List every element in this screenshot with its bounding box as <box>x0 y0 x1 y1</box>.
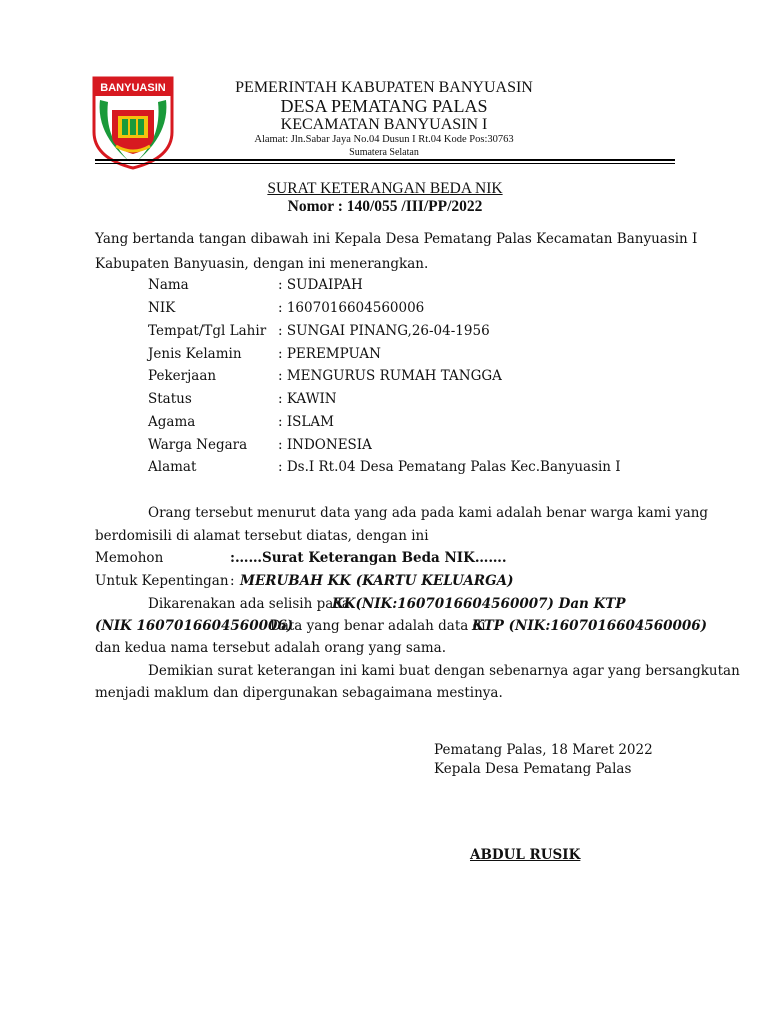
body-paragraph-line-2: berdomisili di alamat tersebut diatas, dengan ini <box>95 528 429 544</box>
identity-label: Agama <box>148 414 196 430</box>
identity-value: : MENGURUS RUMAH TANGGA <box>278 368 502 384</box>
body-paragraph-line-1: Orang tersebut menurut data yang ada pada kami adalah benar warga kami yang <box>148 505 709 521</box>
identity-value: : PEREMPUAN <box>278 346 381 362</box>
signatory-name: ABDUL RUSIK <box>470 847 581 863</box>
purpose-value: MERUBAH KK (KARTU KELUARGA) <box>240 573 514 589</box>
letter-title: SURAT KETERANGAN BEDA NIK <box>267 180 503 197</box>
closing-line-1: Demikian surat keterangan ini kami buat dengan sebenarnya agar yang bersangkutan <box>148 663 740 679</box>
intro-line-1: Yang bertanda tangan dibawah ini Kepala Desa Pematang Palas Kecamatan Banyuasin I <box>95 231 698 247</box>
closing-line-2: menjadi maklum dan dipergunakan sebagaimana mestinya. <box>95 685 503 701</box>
reason-value: KK(NIK:1607016604560007) Dan KTP <box>332 596 626 612</box>
identity-label: Tempat/Tgl Lahir <box>148 323 267 339</box>
identity-value: : KAWIN <box>278 391 337 407</box>
province-name: Sumatera Selatan <box>349 147 419 158</box>
identity-label: Jenis Kelamin <box>148 346 242 362</box>
identity-label: Pekerjaan <box>148 368 217 384</box>
header-divider-thin <box>95 163 675 164</box>
village-name: DESA PEMATANG PALAS <box>280 96 488 116</box>
banyuasin-regency-logo <box>90 74 176 170</box>
identity-label: Warga Negara <box>148 437 248 453</box>
identity-value: : ISLAM <box>278 414 334 430</box>
identity-label: Alamat <box>148 459 197 475</box>
reason-text: Dikarenakan ada selisih pada <box>148 596 350 612</box>
logo-text: BANYUASIN <box>100 82 166 94</box>
request-label: Memohon <box>95 550 164 566</box>
ktp-value: KTP (NIK:1607016604560006) <box>472 618 708 634</box>
identity-label: Nama <box>148 277 189 293</box>
header-divider-thick <box>95 159 675 161</box>
signature-place-date: Pematang Palas, 18 Maret 2022 <box>434 742 653 758</box>
identity-value: : SUNGAI PINANG,26-04-1956 <box>278 323 490 339</box>
identity-value: : Ds.I Rt.04 Desa Pematang Palas Kec.Banyuasin I <box>278 459 621 475</box>
identity-label: Status <box>148 391 192 407</box>
signature-position: Kepala Desa Pematang Palas <box>434 761 632 777</box>
office-address: Alamat: Jln.Sabar Jaya No.04 Dusun I Rt.04 Kode Pos:30763 <box>254 134 514 145</box>
identity-label: NIK <box>148 300 176 316</box>
nik-value: (NIK 1607016604560006) <box>95 618 294 634</box>
identity-value: : INDONESIA <box>278 437 372 453</box>
letter-number: Nomor : 140/055 /III/PP/2022 <box>287 198 483 215</box>
district-name: KECAMATAN BANYUASIN I <box>280 116 488 133</box>
same-person-line: dan kedua nama tersebut adalah orang yang sama. <box>95 640 447 656</box>
identity-value: : SUDAIPAH <box>278 277 363 293</box>
purpose-colon: : <box>230 573 235 589</box>
government-name: PEMERINTAH KABUPATEN BANYUASIN <box>235 79 533 96</box>
intro-line-2: Kabupaten Banyuasin, dengan ini menerangkan. <box>95 256 429 272</box>
identity-value: : 1607016604560006 <box>278 300 425 316</box>
request-value: :……Surat Keterangan Beda NIK……. <box>230 550 507 566</box>
valid-data-text: Data yang benar adalah data di <box>270 618 486 634</box>
purpose-label: Untuk Kepentingan <box>95 573 229 589</box>
